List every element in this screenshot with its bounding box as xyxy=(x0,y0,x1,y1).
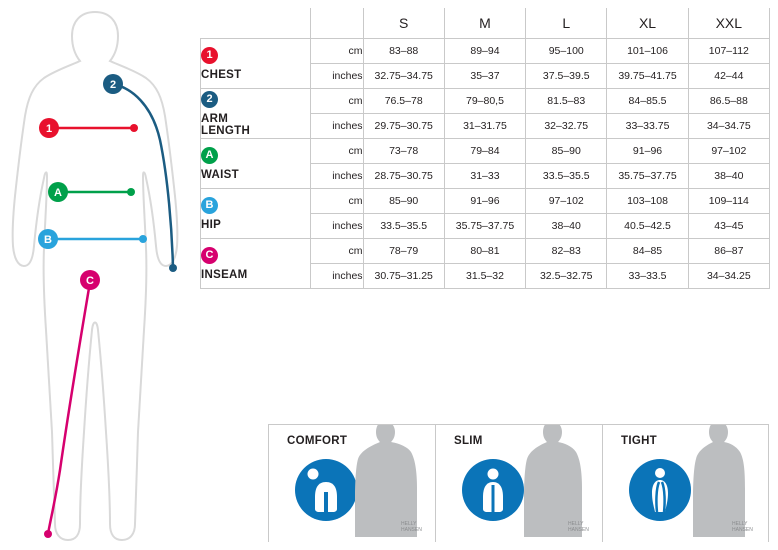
header-size-s: S xyxy=(363,8,444,38)
cell-hip-cm-s: 85–90 xyxy=(363,188,444,213)
cell-waist-cm-xxl: 97–102 xyxy=(688,138,769,163)
row-label-arm-length xyxy=(201,88,311,138)
waist-label: WAIST xyxy=(201,169,239,181)
header-size-xl: XL xyxy=(607,8,688,38)
measurements-table xyxy=(200,8,770,289)
measurements-table-wrap xyxy=(200,8,770,289)
cell-arm-in-s: 29.75–30.75 xyxy=(363,113,444,138)
svg-text:A: A xyxy=(54,187,62,199)
cell-arm-cm-xl: 84–85.5 xyxy=(607,88,688,113)
unit-cm: cm xyxy=(311,188,363,213)
cell-waist-in-m: 31–33 xyxy=(444,163,525,188)
svg-text:HELLY: HELLY xyxy=(732,521,748,527)
waist-badge: A xyxy=(201,147,218,164)
cell-hip-cm-xl: 103–108 xyxy=(607,188,688,213)
cell-inseam-cm-l: 82–83 xyxy=(526,238,607,263)
cell-arm-cm-m: 79–80,5 xyxy=(444,88,525,113)
cell-hip-in-s: 33.5–35.5 xyxy=(363,213,444,238)
cell-arm-in-xxl: 34–34.75 xyxy=(688,113,769,138)
table-row xyxy=(201,88,770,113)
waist-marker xyxy=(48,182,68,202)
header-blank xyxy=(201,8,311,38)
row-label-hip xyxy=(201,188,311,238)
cell-chest-in-s: 32.75–34.75 xyxy=(363,63,444,88)
cell-waist-cm-s: 73–78 xyxy=(363,138,444,163)
cell-chest-in-xxl: 42–44 xyxy=(688,63,769,88)
fit-option-tight[interactable] xyxy=(602,424,769,542)
inseam-label: INSEAM xyxy=(201,269,248,281)
chest-label: CHEST xyxy=(201,69,242,81)
arm-length-label-line1: ARM xyxy=(201,113,229,125)
header-size-l: L xyxy=(526,8,607,38)
svg-text:HANSEN: HANSEN xyxy=(401,527,422,533)
tight-fit-icon xyxy=(629,459,691,521)
cell-chest-in-l: 37.5–39.5 xyxy=(526,63,607,88)
cell-hip-cm-l: 97–102 xyxy=(526,188,607,213)
cell-inseam-cm-xxl: 86–87 xyxy=(688,238,769,263)
svg-text:HANSEN: HANSEN xyxy=(568,527,589,533)
cell-inseam-in-l: 32.5–32.75 xyxy=(526,263,607,288)
svg-text:2: 2 xyxy=(109,79,117,91)
unit-inches: inches xyxy=(311,113,363,138)
header-blank-unit xyxy=(311,8,363,38)
row-label-waist xyxy=(201,138,311,188)
fit-slim-title: SLIM xyxy=(454,435,483,447)
tight-torso-silhouette xyxy=(688,424,760,542)
hip-badge: B xyxy=(201,197,218,214)
unit-cm: cm xyxy=(311,88,363,113)
cell-chest-cm-l: 95–100 xyxy=(526,38,607,63)
arm-length-marker xyxy=(103,74,123,94)
cell-hip-cm-m: 91–96 xyxy=(444,188,525,213)
cell-inseam-cm-xl: 84–85 xyxy=(607,238,688,263)
fit-types-panel xyxy=(268,424,770,542)
arm-length-badge: 2 xyxy=(201,91,218,108)
hip-measure-line xyxy=(55,235,147,243)
table-row xyxy=(201,188,770,213)
row-label-chest xyxy=(201,38,311,88)
chest-badge: 1 xyxy=(201,47,218,64)
unit-inches: inches xyxy=(311,63,363,88)
svg-text:1: 1 xyxy=(45,123,53,135)
cell-inseam-in-m: 31.5–32 xyxy=(444,263,525,288)
cell-waist-cm-l: 85–90 xyxy=(526,138,607,163)
unit-cm: cm xyxy=(311,238,363,263)
cell-inseam-in-s: 30.75–31.25 xyxy=(363,263,444,288)
slim-fit-icon xyxy=(462,459,524,521)
table-row xyxy=(201,38,770,63)
unit-inches: inches xyxy=(311,263,363,288)
comfort-torso-silhouette xyxy=(355,424,427,542)
cell-waist-in-l: 33.5–35.5 xyxy=(526,163,607,188)
cell-arm-cm-s: 76.5–78 xyxy=(363,88,444,113)
fit-option-comfort[interactable] xyxy=(268,424,435,542)
fit-tight-title: TIGHT xyxy=(621,435,657,447)
cell-hip-in-xl: 40.5–42.5 xyxy=(607,213,688,238)
unit-cm: cm xyxy=(311,138,363,163)
cell-inseam-cm-m: 80–81 xyxy=(444,238,525,263)
fit-comfort-title: COMFORT xyxy=(287,435,348,447)
cell-hip-in-xxl: 43–45 xyxy=(688,213,769,238)
cell-hip-cm-xxl: 109–114 xyxy=(688,188,769,213)
header-size-m: M xyxy=(444,8,525,38)
svg-text:HELLY: HELLY xyxy=(568,521,584,527)
hip-label: HIP xyxy=(201,219,222,231)
svg-text:C: C xyxy=(86,275,94,287)
hip-marker xyxy=(38,229,58,249)
arm-length-label-line2: LENGTH xyxy=(201,125,251,137)
cell-chest-cm-xl: 101–106 xyxy=(607,38,688,63)
cell-hip-in-m: 35.75–37.75 xyxy=(444,213,525,238)
table-row xyxy=(201,138,770,163)
body-figure-panel xyxy=(0,0,200,550)
waist-measure-line xyxy=(60,188,135,196)
cell-arm-cm-l: 81.5–83 xyxy=(526,88,607,113)
svg-text:HANSEN: HANSEN xyxy=(732,527,753,533)
cell-chest-cm-m: 89–94 xyxy=(444,38,525,63)
chest-marker xyxy=(39,118,59,138)
comfort-fit-icon xyxy=(295,459,357,521)
cell-waist-cm-xl: 91–96 xyxy=(607,138,688,163)
cell-chest-in-m: 35–37 xyxy=(444,63,525,88)
cell-arm-in-m: 31–31.75 xyxy=(444,113,525,138)
svg-text:B: B xyxy=(44,234,52,246)
inseam-badge: C xyxy=(201,247,218,264)
cell-inseam-in-xl: 33–33.5 xyxy=(607,263,688,288)
unit-inches: inches xyxy=(311,213,363,238)
inseam-marker xyxy=(80,270,100,290)
cell-inseam-cm-s: 78–79 xyxy=(363,238,444,263)
cell-arm-in-xl: 33–33.75 xyxy=(607,113,688,138)
cell-waist-in-xl: 35.75–37.75 xyxy=(607,163,688,188)
header-size-xxl: XXL xyxy=(688,8,769,38)
cell-inseam-in-xxl: 34–34.25 xyxy=(688,263,769,288)
fit-option-slim[interactable] xyxy=(435,424,602,542)
cell-arm-in-l: 32–32.75 xyxy=(526,113,607,138)
slim-torso-silhouette xyxy=(522,424,594,542)
table-row xyxy=(201,238,770,263)
cell-waist-cm-m: 79–84 xyxy=(444,138,525,163)
cell-waist-in-xxl: 38–40 xyxy=(688,163,769,188)
cell-chest-in-xl: 39.75–41.75 xyxy=(607,63,688,88)
cell-chest-cm-xxl: 107–112 xyxy=(688,38,769,63)
cell-waist-in-s: 28.75–30.75 xyxy=(363,163,444,188)
unit-inches: inches xyxy=(311,163,363,188)
row-label-inseam xyxy=(201,238,311,288)
cell-hip-in-l: 38–40 xyxy=(526,213,607,238)
unit-cm: cm xyxy=(311,38,363,63)
cell-chest-cm-s: 83–88 xyxy=(363,38,444,63)
table-header-row xyxy=(201,8,770,38)
chest-measure-line xyxy=(50,124,138,132)
cell-arm-cm-xxl: 86.5–88 xyxy=(688,88,769,113)
svg-text:HELLY: HELLY xyxy=(401,521,417,527)
